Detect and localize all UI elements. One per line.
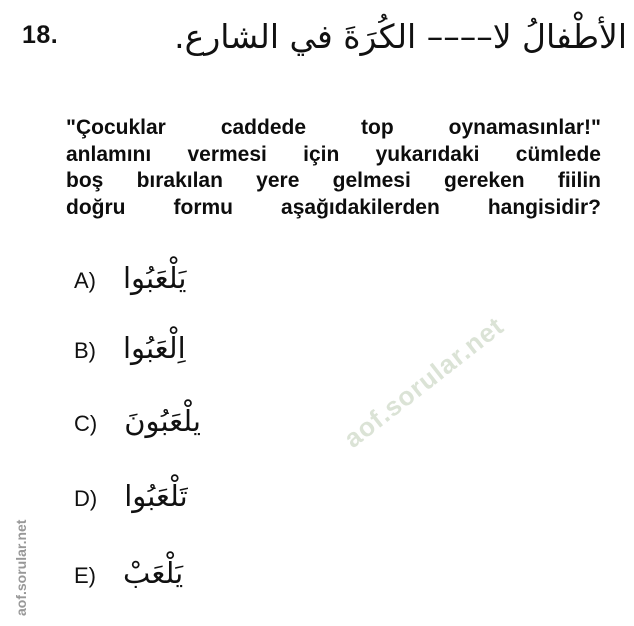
option-row-a [74,262,186,295]
option-letter-e: E) [74,563,96,588]
arabic-sentence: الأطْفالُ لا–––– الكُرَةَ في الشارع. [174,17,627,56]
option-row-c [74,405,201,438]
question-text-line: anlamını vermesi için yukarıdaki cümlede [66,142,601,166]
watermark-vertical: aof.sorular.net [13,519,29,616]
option-row-e [74,557,183,590]
question-text-line: doğru formu aşağıdakilerden hangisidir? [66,195,601,219]
option-text-e: يَلْعَبْ [123,556,184,590]
question-text-line: boş bırakılan yere gelmesi gereken fiilin [66,169,601,192]
option-text-a: يَلْعَبُوا [123,261,187,295]
option-letter-c: C) [74,411,98,436]
option-letter-d: D) [74,486,98,511]
option-text-c: يلْعَبُونَ [124,404,201,438]
option-letter-a: A) [74,268,96,293]
question-text-line: "Çocuklar caddede top oynamasınlar!" [66,116,601,139]
option-text-b: اِلْعَبُوا [123,331,186,365]
question-number: 18. [22,21,59,49]
watermark-diagonal: aof.sorular.net [338,310,510,454]
question-text [66,115,601,221]
option-row-d [74,480,188,513]
option-row-b [74,332,186,365]
option-letter-b: B) [74,338,96,363]
option-text-d: تَلْعَبُوا [124,479,188,513]
